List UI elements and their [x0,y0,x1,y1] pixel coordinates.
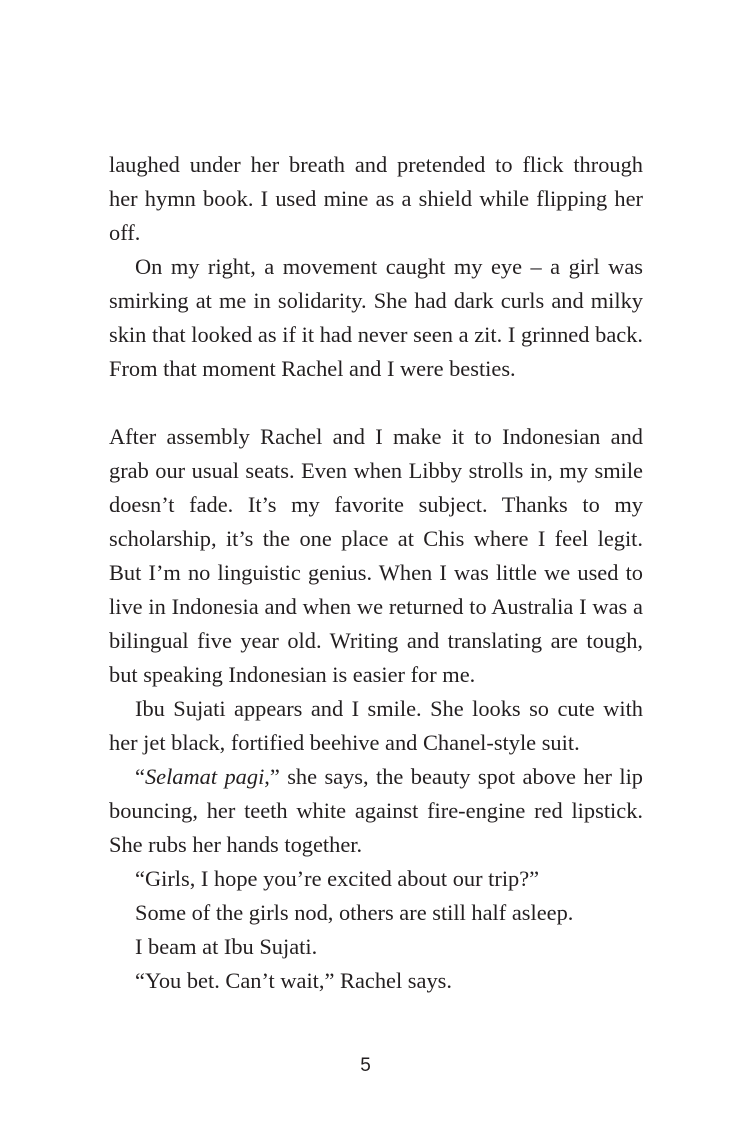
paragraph-girls-nod: Some of the girls nod, others are still half asleep. [135,900,574,925]
page-number: 5 [360,1055,371,1076]
section-break [109,386,643,420]
open-quote: “ [135,764,145,789]
paragraph-selamat-pagi [109,760,643,862]
paragraph-continued: laughed under her breath and pretended to flick through her hymn book. I used mine as a shield while flipping her off. [109,152,643,245]
dialogue-rest: ,” she says, the beauty spot above her lip bouncing, her teeth white against fire-engine red lipstick. She rubs her hands together. [109,764,644,857]
italic-phrase: Selamat pagi [144,764,265,789]
paragraph-rachel-says: “You bet. Can’t wait,” Rachel says. [135,968,452,993]
paragraph-rachel-intro: On my right, a movement caught my eye – a girl was smirking at me in solidarity. She had dark curls and milky skin that looked as if it had never seen a zit. I grinned back. From that moment Rachel and I were besties. [109,254,643,381]
paragraph-indonesian-class: After assembly Rachel and I make it to Indonesian and grab our usual seats. Even when Libby strolls in, my smile doesn’t fade. It’s my favorite subject. Thanks to my scholarship, it’s the one place at Chis where I feel legit. But I’m no linguistic genius. When I was little we used to live in Indonesia and when we returned to Australia I was a bilingual five year old. Writing and translating are tough, but speaking Indonesian is easier for me. [109,424,643,687]
paragraph-girls-question: “Girls, I hope you’re excited about our trip?” [135,866,540,891]
paragraph-ibu-sujati: Ibu Sujati appears and I smile. She looks so cute with her jet black, fortified beehive and Chanel-style suit. [109,696,643,755]
paragraph-beam: I beam at Ibu Sujati. [135,934,318,959]
body-text [109,148,643,998]
